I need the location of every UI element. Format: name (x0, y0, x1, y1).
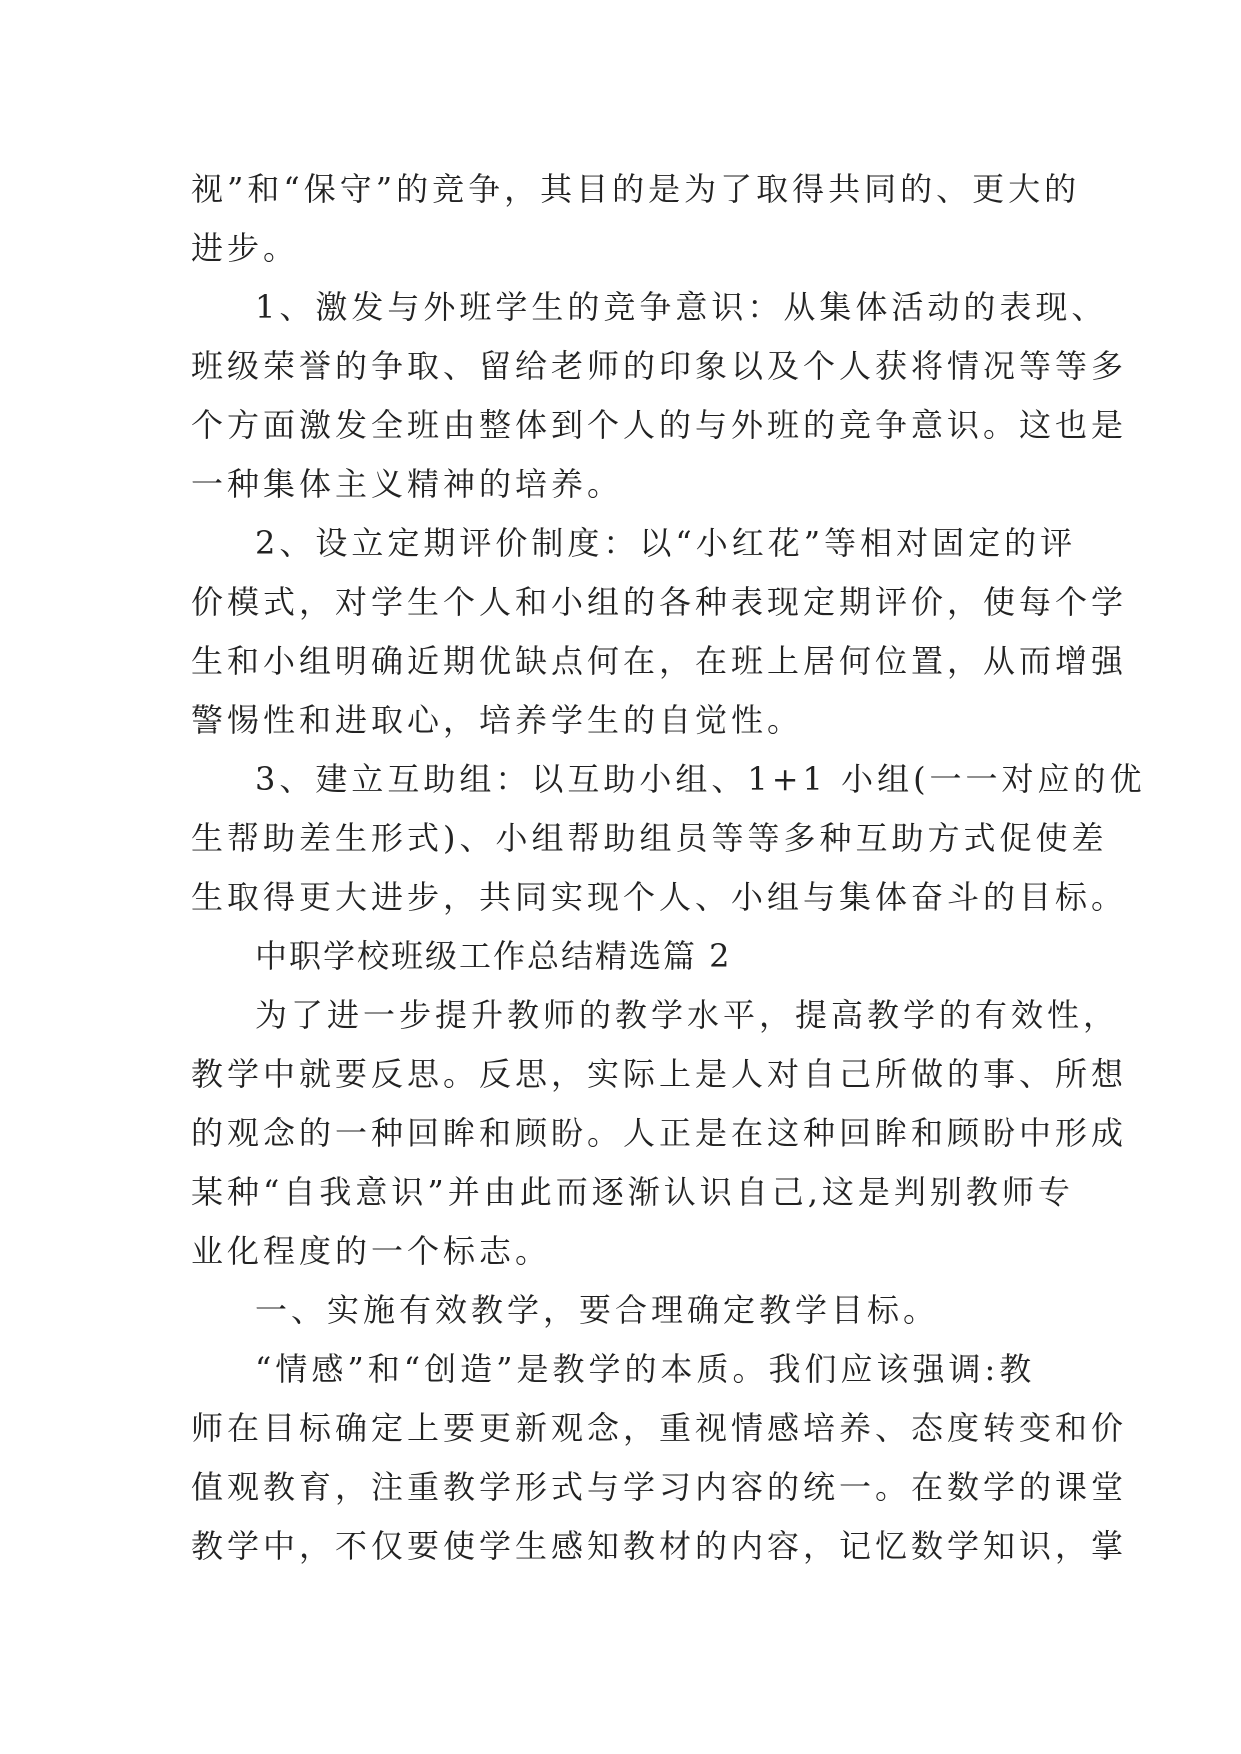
list-item-3: 3、建立互助组：以互助小组、1+1 小组(一一对应的优 (255, 760, 1146, 798)
section-heading: 中职学校班级工作总结精选篇 2 (255, 937, 732, 975)
text-line: 师在目标确定上要更新观念，重视情感培养、态度转变和价 (191, 1409, 1128, 1447)
text-line: 的观念的一种回眸和顾盼。人正是在这种回眸和顾盼中形成 (191, 1114, 1128, 1152)
text-line: 班级荣誉的争取、留给老师的印象以及个人获将情况等等多 (191, 347, 1128, 385)
text-line: 进步。 (191, 229, 300, 267)
text-line: 生和小组明确近期优缺点何在，在班上居何位置，从而增强 (191, 642, 1128, 680)
text-line: 某种“自我意识”并由此而逐渐认识自己,这是判别教师专 (191, 1173, 1074, 1211)
text-line: 个方面激发全班由整体到个人的与外班的竞争意识。这也是 (191, 406, 1128, 444)
text-line: 生帮助差生形式)、小组帮助组员等等多种互助方式促使差 (191, 819, 1108, 857)
text-line: 教学中，不仅要使学生感知教材的内容，记忆数学知识，掌 (191, 1527, 1128, 1565)
text-line: 生取得更大进步，共同实现个人、小组与集体奋斗的目标。 (191, 878, 1128, 916)
text-line: 值观教育，注重教学形式与学习内容的统一。在数学的课堂 (191, 1468, 1128, 1506)
text-line: 视”和“保守”的竞争，其目的是为了取得共同的、更大的 (191, 170, 1081, 208)
paragraph-start: 为了进一步提升教师的教学水平，提高教学的有效性， (255, 996, 1120, 1034)
text-line: 教学中就要反思。反思，实际上是人对自己所做的事、所想 (191, 1055, 1128, 1093)
list-item-1: 1、激发与外班学生的竞争意识：从集体活动的表现、 (255, 288, 1108, 326)
text-line: 业化程度的一个标志。 (191, 1232, 552, 1270)
paragraph-start: “情感”和“创造”是教学的本质。我们应该强调:教 (255, 1350, 1036, 1388)
text-line: 警惕性和进取心，培养学生的自觉性。 (191, 701, 804, 739)
list-item-2: 2、设立定期评价制度：以“小红花”等相对固定的评 (255, 524, 1077, 562)
text-line: 一种集体主义精神的培养。 (191, 465, 624, 503)
text-line: 价模式，对学生个人和小组的各种表现定期评价，使每个学 (191, 583, 1128, 621)
subsection-heading: 一、实施有效教学，要合理确定教学目标。 (255, 1291, 940, 1329)
document-body (191, 160, 1146, 1576)
